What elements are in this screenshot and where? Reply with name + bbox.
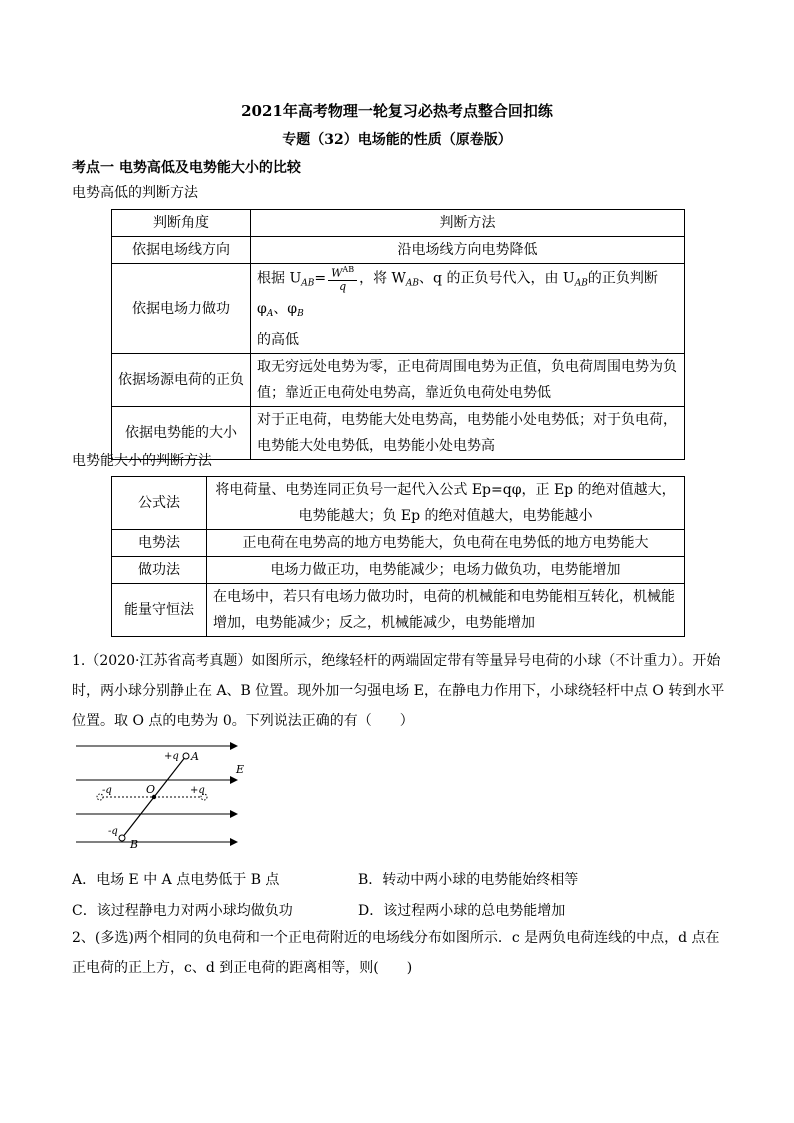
table-cell: 沿电场线方向电势降低	[251, 237, 685, 264]
table-row	[112, 530, 685, 557]
question-1-text: 1.（2020·江苏省高考真题）如图所示，绝缘轻杆的两端固定带有等量异号电荷的小球（不计重力）。开始时，两小球分别静止在 A、B 位置。现外加一匀强电场 E，在静电力作用下，小球绕轻杆中点 O 转到水平位置。取 O 点的电势为 0。下列说法正确的有（ ）	[72, 653, 725, 729]
option-c: C．该过程静电力对两小球均做负功	[72, 903, 293, 919]
table-cell: 依据电场力做功	[112, 264, 251, 354]
table-cell: 电势法	[112, 530, 207, 557]
label-B: B	[130, 838, 139, 850]
question-2-text: 2、(多选)两个相同的负电荷和一个正电荷附近的电场线分布如图所示．c 是两负电荷连线的中点，d 点在正电荷的正上方，c、d 到正电荷的距离相等，则( )	[72, 930, 720, 976]
label-minus-q-bottom: -q	[108, 826, 118, 837]
table-cell: 电场力做正功，电势能减少；电场力做负功，电势能增加	[207, 557, 685, 584]
table-header-cell: 判断方法	[251, 210, 685, 237]
table-cell: 对于正电荷，电势能大处电势高，电势能小处电势低；对于负电荷，电势能大处电势低，电势能小处电势高	[251, 407, 685, 460]
table-cell: 公式法	[112, 477, 207, 530]
table-cell: 做功法	[112, 557, 207, 584]
energy-judgment-table	[111, 476, 685, 637]
kaodian-heading: 考点一 电势高低及电势能大小的比较	[72, 160, 301, 176]
table-row	[112, 264, 685, 354]
page-subtitle: 专题（32）电场能的性质（原卷版）	[282, 132, 512, 148]
table-row	[112, 557, 685, 584]
option-b: B．转动中两小球的电势能始终相等	[358, 872, 579, 888]
table-cell: 依据场源电荷的正负	[112, 354, 251, 407]
label-O: O	[146, 783, 156, 796]
label-minus-q-left: -q	[102, 785, 112, 796]
fraction: $\frac{W^{AB}}{q}$	[328, 264, 357, 293]
table-row	[112, 354, 685, 407]
table-cell: 将电荷量、电势连同正负号一起代入公式 Ep=qφ，正 Ep 的绝对值越大，电势能越大；负 Ep 的绝对值越大，电势能越小	[207, 477, 685, 530]
table-cell: 取无穷远处电势为零，正电荷周围电势为正值，负电荷周围电势为负值；靠近正电荷处电势高，靠近负电荷处电势低	[251, 354, 685, 407]
table-cell-formula: 根据 $U_{AB}=$ $\frac{W^{AB}}{q}$ ，将 $W_{AB}$、q 的正负号代入，由 $U_{AB}$的正负判断 $\varphi_A$、$\varphi_B$ 的高低	[251, 264, 685, 354]
table-row	[112, 584, 685, 637]
option-a: A．电场 E 中 A 点电势低于 B 点	[72, 872, 280, 888]
table-cell: 依据电场线方向	[112, 237, 251, 264]
table-cell: 在电场中，若只有电场力做功时，电荷的机械能和电势能相互转化，机械能增加，电势能减少；反之，机械能减少，电势能增加	[207, 584, 685, 637]
page-title: 2021年高考物理一轮复习必热考点整合回扣练	[241, 102, 553, 120]
table-cell: 正电荷在电势高的地方电势能大，负电荷在电势低的地方电势能大	[207, 530, 685, 557]
label-plus-q-top: +q	[164, 751, 179, 762]
table-row	[112, 237, 685, 264]
potential-judgment-table	[111, 209, 685, 460]
label-plus-q-right: +q	[190, 785, 205, 796]
table-row	[112, 210, 685, 237]
table-header-cell: 判断角度	[112, 210, 251, 237]
ball-A	[183, 753, 189, 759]
section-heading-potential: 电势高低的判断方法	[72, 185, 198, 201]
label-A: A	[191, 750, 199, 763]
ball-B	[119, 835, 125, 841]
option-d: D．该过程两小球的总电势能增加	[358, 903, 566, 919]
label-E: E	[236, 763, 245, 776]
table-cell: 依据电势能的大小	[112, 407, 251, 460]
section-heading-energy: 电势能大小的判断方法	[72, 453, 212, 469]
question-1-figure	[72, 738, 272, 850]
table-cell: 能量守恒法	[112, 584, 207, 637]
table-row	[112, 477, 685, 530]
